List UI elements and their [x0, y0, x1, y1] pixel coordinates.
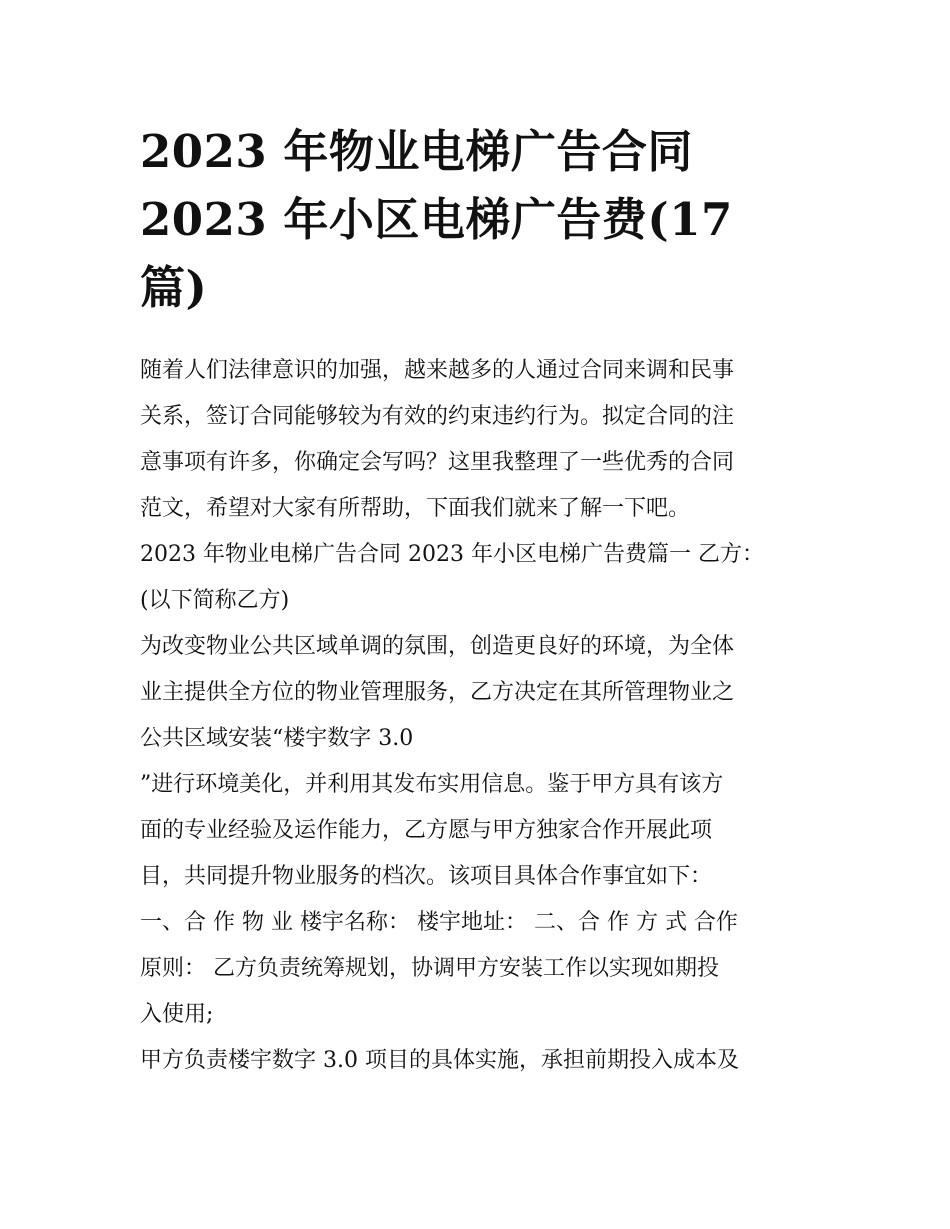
- text-line: 面的专业经验及运作能力，乙方愿与甲方独家合作开展此项: [140, 818, 713, 843]
- text-line: 关系，签订合同能够较为有效的约束违约行为。拟定合同的注: [140, 404, 735, 429]
- document-page: [140, 118, 812, 1084]
- document-body: [140, 348, 812, 1084]
- text-line: 入使用;: [140, 1002, 214, 1027]
- document-title: [140, 118, 812, 322]
- text-line: 意事项有许多，你确定会写吗？这里我整理了一些优秀的合同: [140, 450, 735, 475]
- paragraph-purpose: [140, 624, 812, 762]
- text-line: ”进行环境美化，并利用其发布实用信息。鉴于甲方具有该方: [140, 772, 724, 797]
- text-line: 公共区域安装“楼宇数字 3.0: [140, 726, 414, 751]
- title-line: 2023 年小区电梯广告费(17 篇): [140, 193, 733, 314]
- text-line: 为改变物业公共区域单调的氛围，创造更良好的环境，为全体: [140, 634, 735, 659]
- text-line: 一、合 作 物 业 楼宇名称： 楼宇地址： 二、合 作 方 式 合作: [140, 910, 738, 935]
- paragraph-intro: [140, 348, 812, 532]
- text-line: (以下简称乙方): [140, 588, 290, 613]
- text-line: 范文，希望对大家有所帮助，下面我们就来了解一下吧。: [140, 496, 691, 521]
- text-line: 业主提供全方位的物业管理服务，乙方决定在其所管理物业之: [140, 680, 735, 705]
- paragraph-cooperation: [140, 762, 812, 900]
- paragraph-contract-heading: [140, 532, 812, 624]
- title-line: 2023 年物业电梯广告合同: [140, 125, 693, 178]
- text-line: 目，共同提升物业服务的档次。该项目具体合作事宜如下：: [140, 864, 713, 889]
- paragraph-clause-one: [140, 900, 812, 1038]
- text-line: 甲方负责楼宇数字 3.0 项目的具体实施，承担前期投入成本及: [140, 1048, 739, 1073]
- text-line: 2023 年物业电梯广告合同 2023 年小区电梯广告费篇一 乙方：: [140, 542, 764, 567]
- text-line: 原则： 乙方负责统筹规划，协调甲方安装工作以实现如期投: [140, 956, 719, 981]
- text-line: 随着人们法律意识的加强，越来越多的人通过合同来调和民事: [140, 358, 735, 383]
- paragraph-clause-party-a: [140, 1038, 812, 1084]
